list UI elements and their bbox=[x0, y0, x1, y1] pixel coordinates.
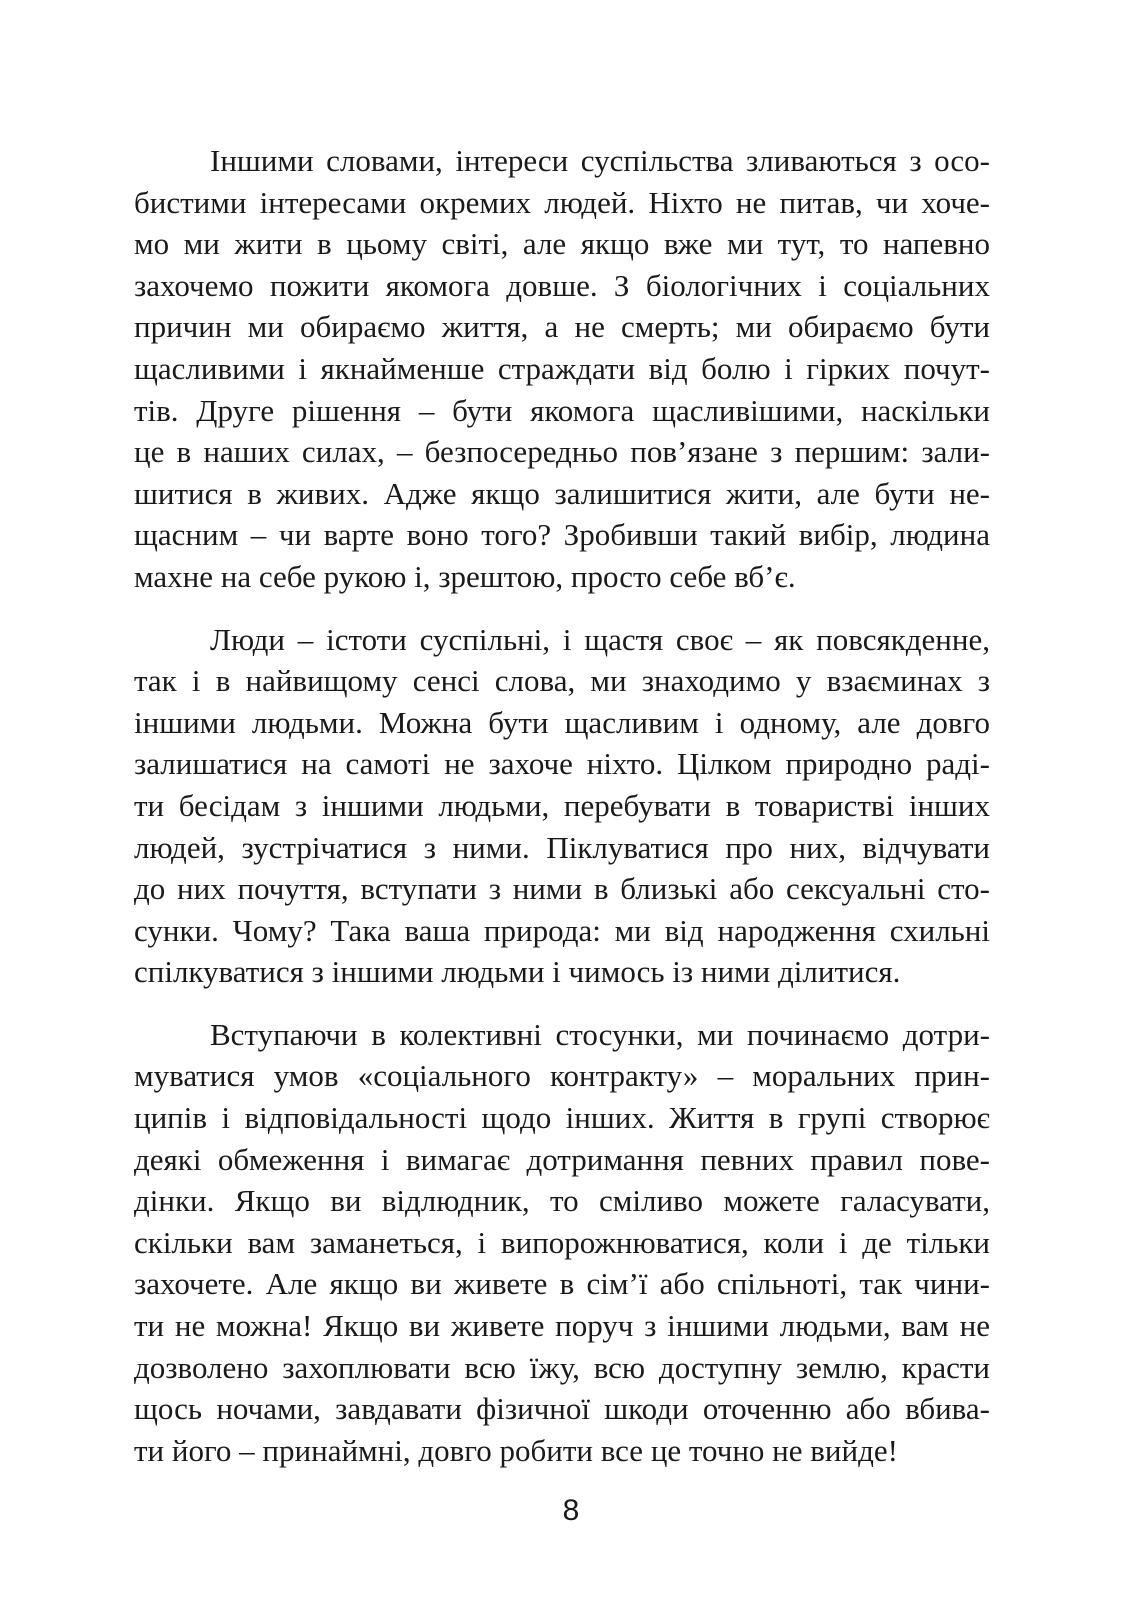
text-line: Іншими словами, інтереси суспільства зливаються з осо- bbox=[210, 143, 990, 178]
text-line: скільки вам заманеться, і випорожнюватися, коли і де тільки bbox=[134, 1224, 990, 1260]
text-line: ти його – принаймні, довго робити все це точно не вийде! bbox=[134, 1432, 898, 1468]
text-line: так і в найвищому сенсі слова, ми знаходимо у взаєминах з bbox=[134, 663, 990, 699]
text-line: ти не можна! Якщо ви живете поруч з іншими людьми, вам не bbox=[134, 1308, 990, 1344]
text-line: щасливими і якнайменше страждати від болю і гірких почут- bbox=[134, 350, 990, 386]
paragraph-gap bbox=[134, 598, 990, 619]
paragraph-1 bbox=[134, 140, 990, 598]
paragraph-2 bbox=[134, 619, 990, 993]
text-line: дозволено захоплювати всю їжу, всю доступну землю, красти bbox=[134, 1349, 990, 1385]
text-line: деякі обмеження і вимагає дотримання певних правил пове- bbox=[134, 1141, 990, 1177]
text-line: захочемо пожити якомога довше. З біологічних і соціальних bbox=[134, 267, 990, 303]
text-line: дінки. Якщо ви відлюдник, то сміливо можете галасувати, bbox=[134, 1183, 990, 1219]
text-line: тів. Друге рішення – бути якомога щасливішими, наскільки bbox=[134, 392, 990, 428]
body-text bbox=[134, 140, 990, 1471]
text-line: причин ми обираємо життя, а не смерть; ми обираємо бути bbox=[134, 309, 990, 345]
text-line: Люди – істоти суспільні, і щастя своє – як повсякденне, bbox=[210, 621, 990, 657]
text-line: сунки. Чому? Така ваша природа: ми від народження схильні bbox=[134, 912, 990, 948]
text-line: Вступаючи в колективні стосунки, ми починаємо дотри- bbox=[210, 1016, 990, 1052]
text-line: щось ночами, завдавати фізичної шкоди оточенню або вбива- bbox=[134, 1391, 990, 1427]
paragraph-3 bbox=[134, 1014, 990, 1472]
text-line: муватися умов «соціального контракту» – моральних прин- bbox=[134, 1058, 990, 1094]
text-line: щасним – чи варте воно того? Зробивши такий вибір, людина bbox=[134, 517, 990, 553]
text-line: захочете. Але якщо ви живете в сім’ї або спільноті, так чини- bbox=[134, 1266, 990, 1302]
text-line: іншими людьми. Можна бути щасливим і одному, але довго bbox=[134, 704, 990, 740]
text-line: махне на себе рукою і, зрештою, просто себе вб’є. bbox=[134, 558, 796, 594]
text-line: людей, зустрічатися з ними. Піклуватися про них, відчувати bbox=[134, 829, 990, 865]
text-line: ципів і відповідальності щодо інших. Життя в групі створює bbox=[134, 1100, 990, 1136]
text-line: шитися в живих. Адже якщо залишитися жити, але бути не- bbox=[134, 475, 990, 511]
text-line: бистими інтересами окремих людей. Ніхто не питав, чи хоче- bbox=[134, 184, 990, 220]
page-number: 8 bbox=[562, 1494, 580, 1527]
text-line: це в наших силах, – безпосередньо пов’язане з першим: зали- bbox=[134, 434, 990, 470]
paragraph-gap bbox=[134, 993, 990, 1014]
text-line: залишатися на самоті не захоче ніхто. Цілком природно раді- bbox=[134, 746, 990, 782]
text-line: ти бесідам з іншими людьми, перебувати в товаристві інших bbox=[134, 787, 990, 823]
text-line: мо ми жити в цьому світі, але якщо вже ми тут, то напевно bbox=[134, 226, 990, 262]
text-line: спілкуватися з іншими людьми і чимось із ними ділитися. bbox=[134, 954, 901, 990]
text-line: до них почуття, вступати з ними в близькі або сексуальні сто- bbox=[134, 871, 990, 907]
